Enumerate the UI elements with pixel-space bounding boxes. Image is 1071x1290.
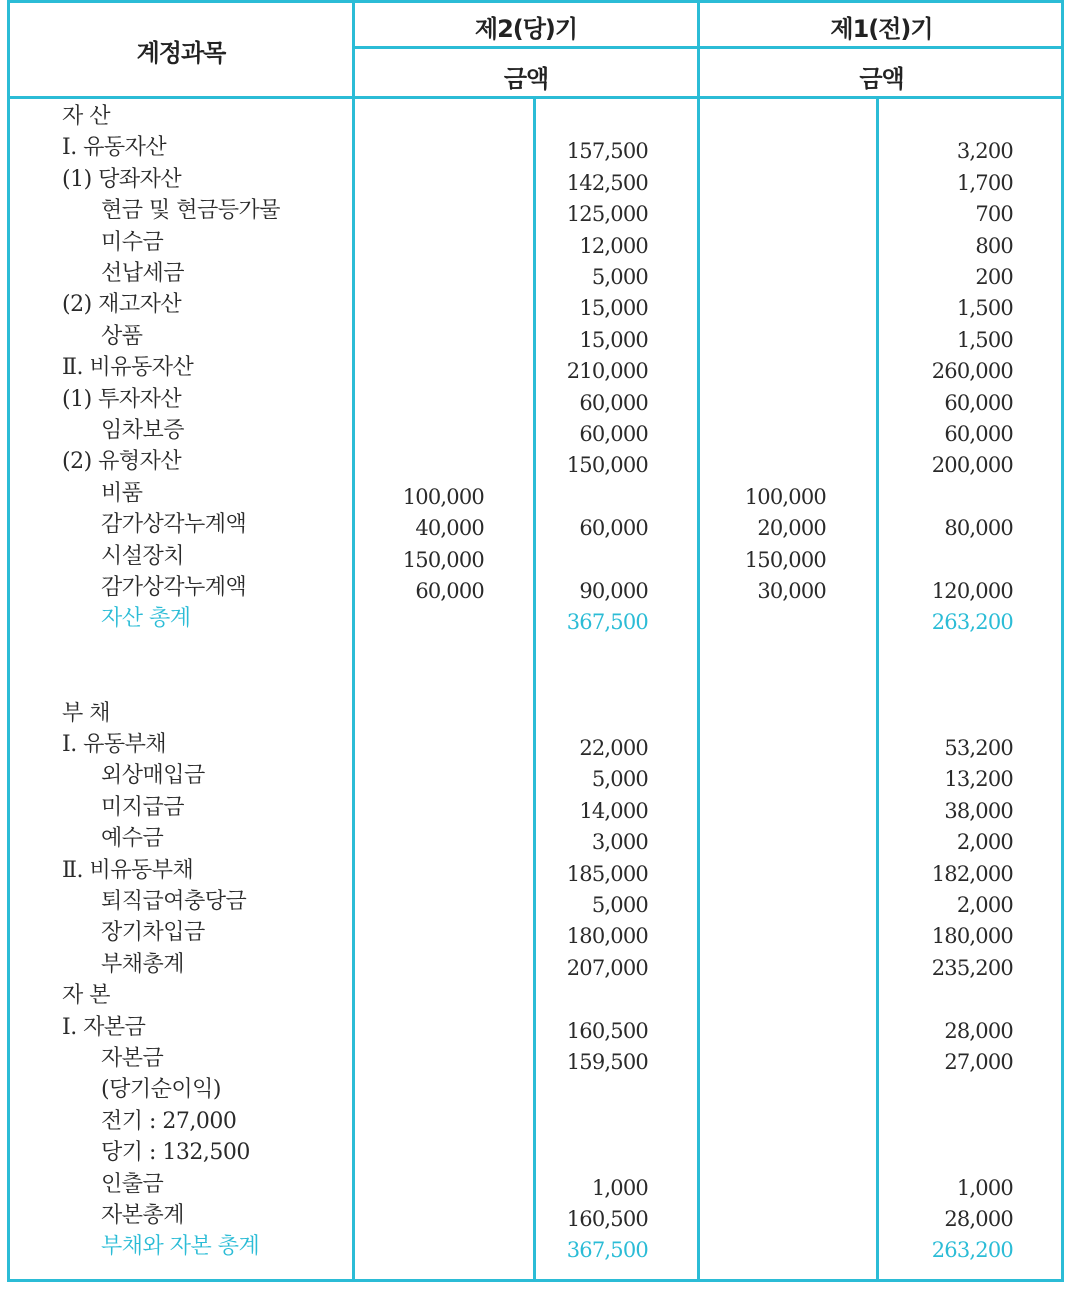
row-cur-sub: 60,000 [415, 579, 484, 603]
row-cur-amt: 60,000 [579, 390, 648, 415]
row-cur-amt: 159,500 [566, 1050, 648, 1074]
row-label: 자본총계 [101, 1203, 185, 1228]
row-label: 선납세금 [101, 261, 185, 286]
row-label: 감가상각누계액 [101, 512, 247, 538]
row-cur-amt: 185,000 [566, 861, 648, 886]
row-pri-sub: 30,000 [757, 579, 826, 603]
row-label: 현금 및 현금등가물 [101, 198, 281, 224]
row-label: 부채와 자본 총계 [101, 1234, 260, 1260]
row-cur-sub: 150,000 [402, 547, 484, 572]
row-label: Ⅰ. 유동자산 [62, 135, 167, 161]
row-label: 비품 [101, 480, 143, 506]
row-label: Ⅰ. 자본금 [62, 1014, 146, 1040]
row-pri-amt: 53,200 [944, 736, 1013, 760]
row-cur-amt: 367,500 [566, 610, 648, 635]
row-cur-amt: 210,000 [566, 359, 648, 384]
column-divider-account [352, 0, 355, 1282]
row-pri-amt: 263,200 [931, 610, 1013, 635]
row-pri-amt: 800 [975, 233, 1013, 258]
column-divider-current-sub [533, 98, 536, 1282]
row-label: (당기순이익) [101, 1077, 221, 1103]
row-label: 부 채 [62, 700, 110, 726]
row-label: (1) 당좌자산 [62, 166, 182, 192]
row-pri-sub: 20,000 [757, 516, 826, 541]
row-cur-amt: 160,500 [566, 1018, 648, 1043]
row-cur-amt: 367,500 [566, 1238, 648, 1263]
row-label: 임차보증 [101, 418, 185, 443]
row-label: Ⅱ. 비유동자산 [62, 355, 194, 381]
header-account-title: 계정과목 [136, 39, 226, 67]
row-cur-amt: 12,000 [579, 233, 648, 258]
header-amount-prior: 금액 [859, 65, 904, 93]
row-label: Ⅱ. 비유동부채 [62, 857, 194, 883]
row-pri-amt: 1,000 [956, 1175, 1013, 1200]
row-pri-amt: 28,000 [944, 1207, 1013, 1231]
row-pri-sub: 100,000 [744, 484, 826, 509]
row-pri-amt: 180,000 [931, 924, 1013, 949]
row-cur-amt: 5,000 [591, 767, 648, 792]
row-cur-amt: 3,000 [591, 830, 648, 855]
row-pri-amt: 263,200 [931, 1238, 1013, 1263]
row-pri-amt: 38,000 [944, 798, 1013, 823]
row-pri-amt: 60,000 [944, 390, 1013, 415]
row-pri-amt: 700 [975, 202, 1013, 227]
row-cur-amt: 1,000 [591, 1175, 648, 1200]
row-label: 당기 : 132,500 [101, 1140, 250, 1166]
row-label: 자산 총계 [101, 606, 191, 632]
row-cur-amt: 14,000 [579, 798, 648, 823]
row-cur-amt: 5,000 [591, 893, 648, 917]
row-cur-amt: 160,500 [566, 1207, 648, 1231]
row-pri-amt: 1,500 [956, 296, 1013, 321]
row-label: 자 산 [62, 104, 110, 129]
row-cur-amt: 150,000 [566, 453, 648, 478]
column-divider-prior-sub [876, 98, 879, 1282]
row-pri-amt: 28,000 [944, 1018, 1013, 1043]
row-label: 상품 [101, 323, 143, 349]
row-pri-amt: 1,700 [956, 170, 1013, 195]
row-label: 외상매입금 [101, 763, 205, 789]
row-cur-amt: 15,000 [579, 327, 648, 352]
row-pri-amt: 1,500 [956, 327, 1013, 352]
row-pri-amt: 200 [975, 265, 1013, 289]
row-cur-sub: 100,000 [402, 484, 484, 509]
row-cur-amt: 90,000 [579, 579, 648, 603]
row-label: 예수금 [101, 826, 164, 852]
row-cur-amt: 15,000 [579, 296, 648, 321]
row-cur-amt: 125,000 [566, 202, 648, 227]
row-cur-amt: 157,500 [566, 139, 648, 164]
row-label: 미수금 [101, 229, 164, 255]
row-pri-amt: 60,000 [944, 422, 1013, 446]
row-label: (1) 투자자산 [62, 386, 182, 412]
row-label: 퇴직급여충당금 [101, 889, 247, 914]
row-label: 자본금 [101, 1046, 164, 1071]
row-pri-amt: 200,000 [931, 453, 1013, 478]
row-cur-amt: 60,000 [579, 422, 648, 446]
row-cur-amt: 60,000 [579, 516, 648, 541]
row-pri-amt: 182,000 [931, 861, 1013, 886]
column-divider-current [697, 0, 700, 1282]
row-pri-amt: 235,200 [931, 955, 1013, 980]
row-label: 부채총계 [101, 951, 185, 977]
header-amount-current: 금액 [503, 65, 549, 93]
row-pri-amt: 3,200 [956, 139, 1013, 164]
row-pri-amt: 120,000 [931, 579, 1013, 603]
row-pri-amt: 2,000 [956, 893, 1013, 917]
row-cur-amt: 207,000 [566, 955, 648, 980]
row-label: 자 본 [62, 983, 110, 1009]
row-label: 전기 : 27,000 [101, 1108, 237, 1134]
row-label: 인출금 [101, 1171, 164, 1197]
row-pri-sub: 150,000 [744, 547, 826, 572]
row-pri-amt: 260,000 [931, 359, 1013, 384]
row-pri-amt: 80,000 [944, 516, 1013, 541]
header-period-prior: 제1(전)기 [830, 15, 933, 43]
row-label: Ⅰ. 유동부채 [62, 732, 167, 757]
row-label: 시설장치 [101, 543, 185, 569]
row-label: 장기차입금 [101, 920, 205, 946]
row-cur-amt: 22,000 [579, 736, 648, 760]
header-divider-middle [353, 46, 1064, 49]
row-cur-sub: 40,000 [415, 516, 484, 541]
row-pri-amt: 27,000 [944, 1050, 1013, 1074]
row-pri-amt: 2,000 [956, 830, 1013, 855]
row-label: (2) 유형자산 [62, 449, 182, 475]
row-cur-amt: 142,500 [566, 170, 648, 195]
row-cur-amt: 5,000 [591, 265, 648, 289]
row-cur-amt: 180,000 [566, 924, 648, 949]
row-label: 감가상각누계액 [101, 575, 247, 600]
header-period-current: 제2(당)기 [474, 15, 578, 43]
row-label: 미지급금 [101, 794, 185, 820]
row-pri-amt: 13,200 [944, 767, 1013, 792]
row-label: (2) 재고자산 [62, 292, 182, 318]
